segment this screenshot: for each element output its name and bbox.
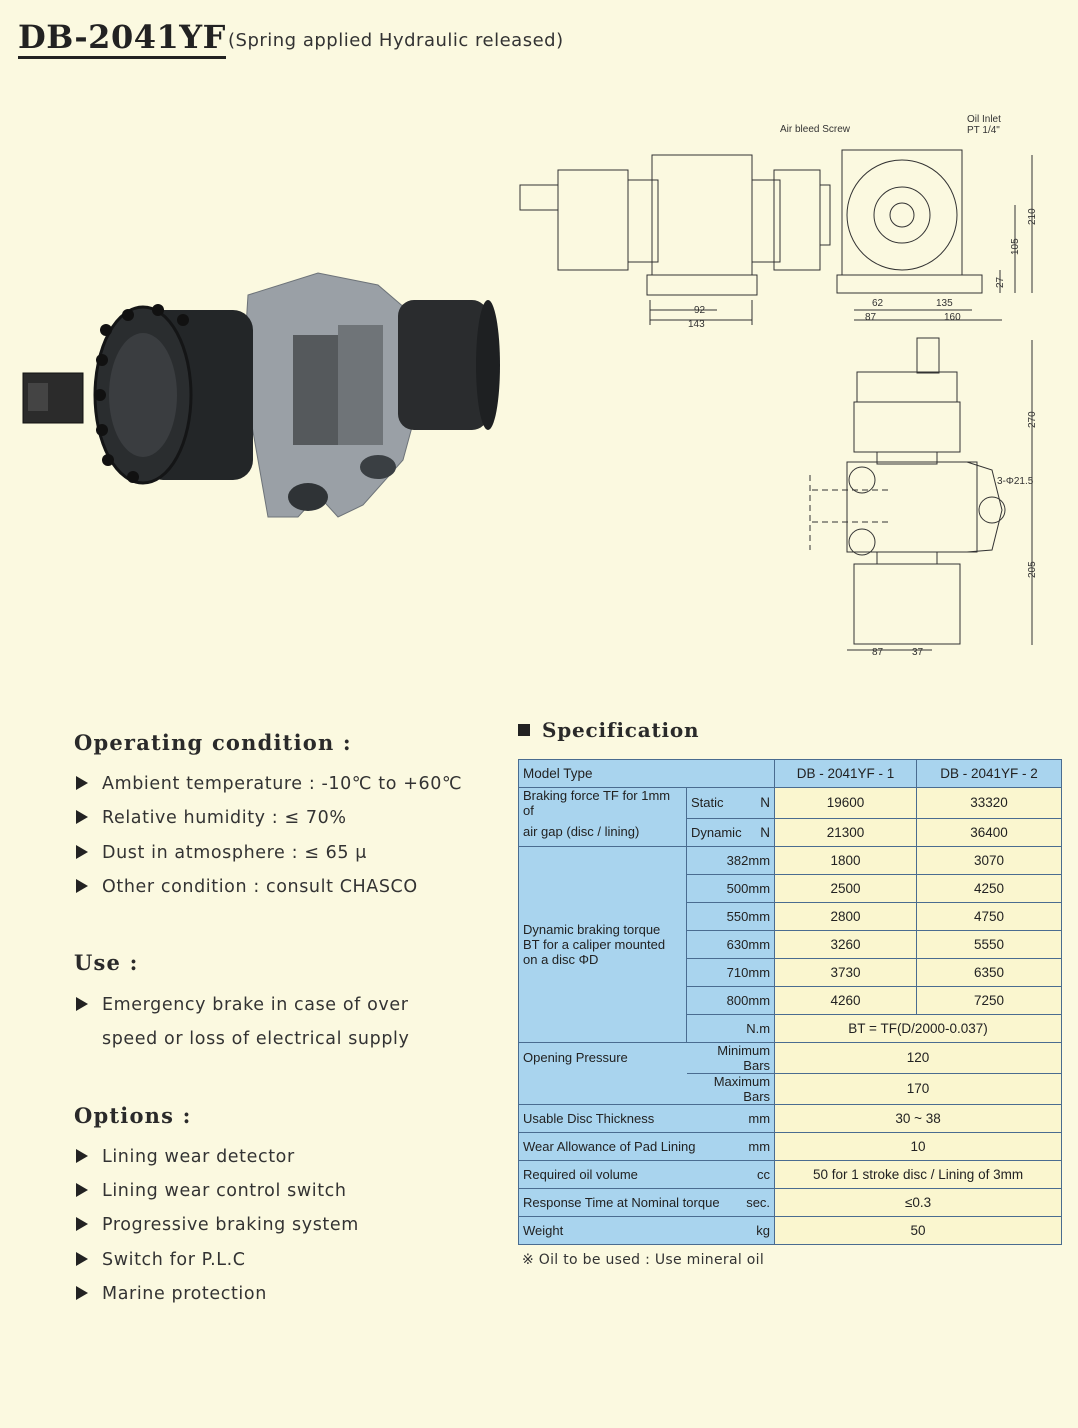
static-value-2: 33320 — [917, 788, 1062, 819]
dim-105: 105 — [1010, 238, 1021, 255]
table-row — [519, 1073, 1062, 1104]
options-item: Switch for P.L.C — [76, 1250, 246, 1270]
max-bars-label: Maximum Bars — [687, 1073, 775, 1104]
dim-62: 62 — [872, 298, 884, 309]
table-row — [519, 788, 1062, 819]
row-value: 10 — [775, 1132, 1062, 1160]
bullet-arrow-icon — [76, 1149, 88, 1163]
torque-value-1: 1800 — [775, 846, 917, 874]
torque-value-1: 2800 — [775, 902, 917, 930]
model-col-1: DB - 2041YF - 1 — [775, 760, 917, 788]
static-value-1: 19600 — [775, 788, 917, 819]
braking-force-label-1: Braking force TF for 1mm of — [519, 788, 687, 819]
disc-diameter: 710mm — [687, 958, 775, 986]
disc-diameter: 500mm — [687, 874, 775, 902]
bullet-arrow-icon — [76, 1183, 88, 1197]
model-title: DB-2041YF — [18, 18, 226, 59]
operating-heading: Operating condition : — [74, 730, 352, 755]
row-value: 30 ~ 38 — [775, 1104, 1062, 1132]
bullet-arrow-icon — [76, 810, 88, 824]
bullet-arrow-icon — [76, 845, 88, 859]
static-label: Static — [687, 788, 741, 819]
row-unit: cc — [741, 1160, 775, 1188]
bullet-arrow-icon — [76, 1252, 88, 1266]
dim-270: 270 — [1027, 411, 1038, 428]
oil-note: ※ Oil to be used : Use mineral oil — [522, 1252, 765, 1268]
table-row — [519, 1216, 1062, 1244]
torque-value-2: 3070 — [917, 846, 1062, 874]
dim-27: 27 — [995, 276, 1006, 288]
dim-135: 135 — [936, 298, 953, 309]
static-unit: N — [741, 788, 775, 819]
model-type-label: Model Type — [519, 760, 775, 788]
operating-item: Ambient temperature : -10℃ to +60℃ — [76, 774, 462, 794]
dynamic-value-2: 36400 — [917, 818, 1062, 846]
row-label: Usable Disc Thickness — [519, 1104, 741, 1132]
row-value: ≤0.3 — [775, 1188, 1062, 1216]
options-item: Lining wear control switch — [76, 1181, 347, 1201]
square-bullet-icon — [518, 724, 530, 736]
torque-value-1: 4260 — [775, 986, 917, 1014]
bullet-arrow-icon — [76, 1217, 88, 1231]
options-heading: Options : — [74, 1103, 192, 1128]
dynamic-value-1: 21300 — [775, 818, 917, 846]
row-unit: mm — [741, 1104, 775, 1132]
product-photo — [18, 255, 508, 540]
torque-value-1: 2500 — [775, 874, 917, 902]
dynamic-unit: N — [741, 818, 775, 846]
options-item: Progressive braking system — [76, 1215, 359, 1235]
oil-inlet-label: Oil Inlet — [967, 114, 1001, 125]
row-label: Wear Allowance of Pad Lining — [519, 1132, 741, 1160]
torque-value-1: 3260 — [775, 930, 917, 958]
operating-item: Other condition : consult CHASCO — [76, 877, 418, 897]
torque-value-1: 3730 — [775, 958, 917, 986]
table-row — [519, 760, 1062, 788]
operating-item: Dust in atmosphere : ≤ 65 μ — [76, 843, 367, 863]
torque-unit: N.m — [687, 1014, 775, 1042]
torque-label: Dynamic braking torque BT for a caliper mounted on a disc ΦD — [519, 846, 687, 1042]
holes-label: 3-Φ21.5 — [997, 476, 1034, 487]
dim-160: 160 — [944, 312, 961, 323]
dim-210: 210 — [1027, 208, 1038, 225]
bullet-arrow-icon — [76, 997, 88, 1011]
row-unit: sec. — [741, 1188, 775, 1216]
torque-value-2: 6350 — [917, 958, 1062, 986]
dim-143: 143 — [688, 319, 705, 330]
dynamic-label: Dynamic — [687, 818, 741, 846]
bullet-arrow-icon — [76, 879, 88, 893]
dim-87-bottom: 87 — [872, 647, 884, 658]
dim-87-top: 87 — [865, 312, 877, 323]
use-item-continuation: speed or loss of electrical supply — [102, 1029, 410, 1049]
spec-table — [518, 759, 1062, 1245]
table-row — [519, 1160, 1062, 1188]
use-item: Emergency brake in case of over — [76, 995, 409, 1015]
options-item: Marine protection — [76, 1284, 267, 1304]
disc-diameter: 800mm — [687, 986, 775, 1014]
table-row — [519, 846, 1062, 874]
opening-pressure-label: Opening Pressure — [519, 1042, 687, 1073]
disc-diameter: 630mm — [687, 930, 775, 958]
disc-diameter: 550mm — [687, 902, 775, 930]
row-value: 50 — [775, 1216, 1062, 1244]
torque-value-2: 7250 — [917, 986, 1062, 1014]
spec-heading: Specification — [518, 718, 699, 742]
torque-value-2: 4750 — [917, 902, 1062, 930]
oil-inlet-size-label: PT 1/4" — [967, 125, 1000, 136]
row-value: 50 for 1 stroke disc / Lining of 3mm — [775, 1160, 1062, 1188]
options-item: Lining wear detector — [76, 1147, 295, 1167]
dim-37: 37 — [912, 647, 924, 658]
torque-value-2: 4250 — [917, 874, 1062, 902]
bullet-arrow-icon — [76, 776, 88, 790]
torque-value-2: 5550 — [917, 930, 1062, 958]
air-bleed-label: Air bleed Screw — [780, 124, 851, 135]
row-label: Response Time at Nominal torque — [519, 1188, 741, 1216]
model-col-2: DB - 2041YF - 2 — [917, 760, 1062, 788]
use-heading: Use : — [74, 950, 139, 975]
technical-drawing — [512, 110, 1062, 670]
torque-formula: BT = TF(D/2000-0.037) — [775, 1014, 1062, 1042]
row-unit: kg — [741, 1216, 775, 1244]
disc-diameter: 382mm — [687, 846, 775, 874]
max-bars-value: 170 — [775, 1073, 1062, 1104]
table-row — [519, 1104, 1062, 1132]
table-row — [519, 818, 1062, 846]
operating-item: Relative humidity : ≤ 70% — [76, 808, 347, 828]
model-subtitle: (Spring applied Hydraulic released) — [228, 30, 564, 51]
row-unit: mm — [741, 1132, 775, 1160]
min-bars-label: Minimum Bars — [687, 1042, 775, 1073]
braking-force-label-2: air gap (disc / lining) — [519, 818, 687, 846]
table-row — [519, 1188, 1062, 1216]
dim-92: 92 — [694, 305, 706, 316]
min-bars-value: 120 — [775, 1042, 1062, 1073]
row-label: Weight — [519, 1216, 741, 1244]
bullet-arrow-icon — [76, 1286, 88, 1300]
dim-205: 205 — [1027, 561, 1038, 578]
table-row — [519, 1132, 1062, 1160]
table-row — [519, 1042, 1062, 1073]
row-label: Required oil volume — [519, 1160, 741, 1188]
